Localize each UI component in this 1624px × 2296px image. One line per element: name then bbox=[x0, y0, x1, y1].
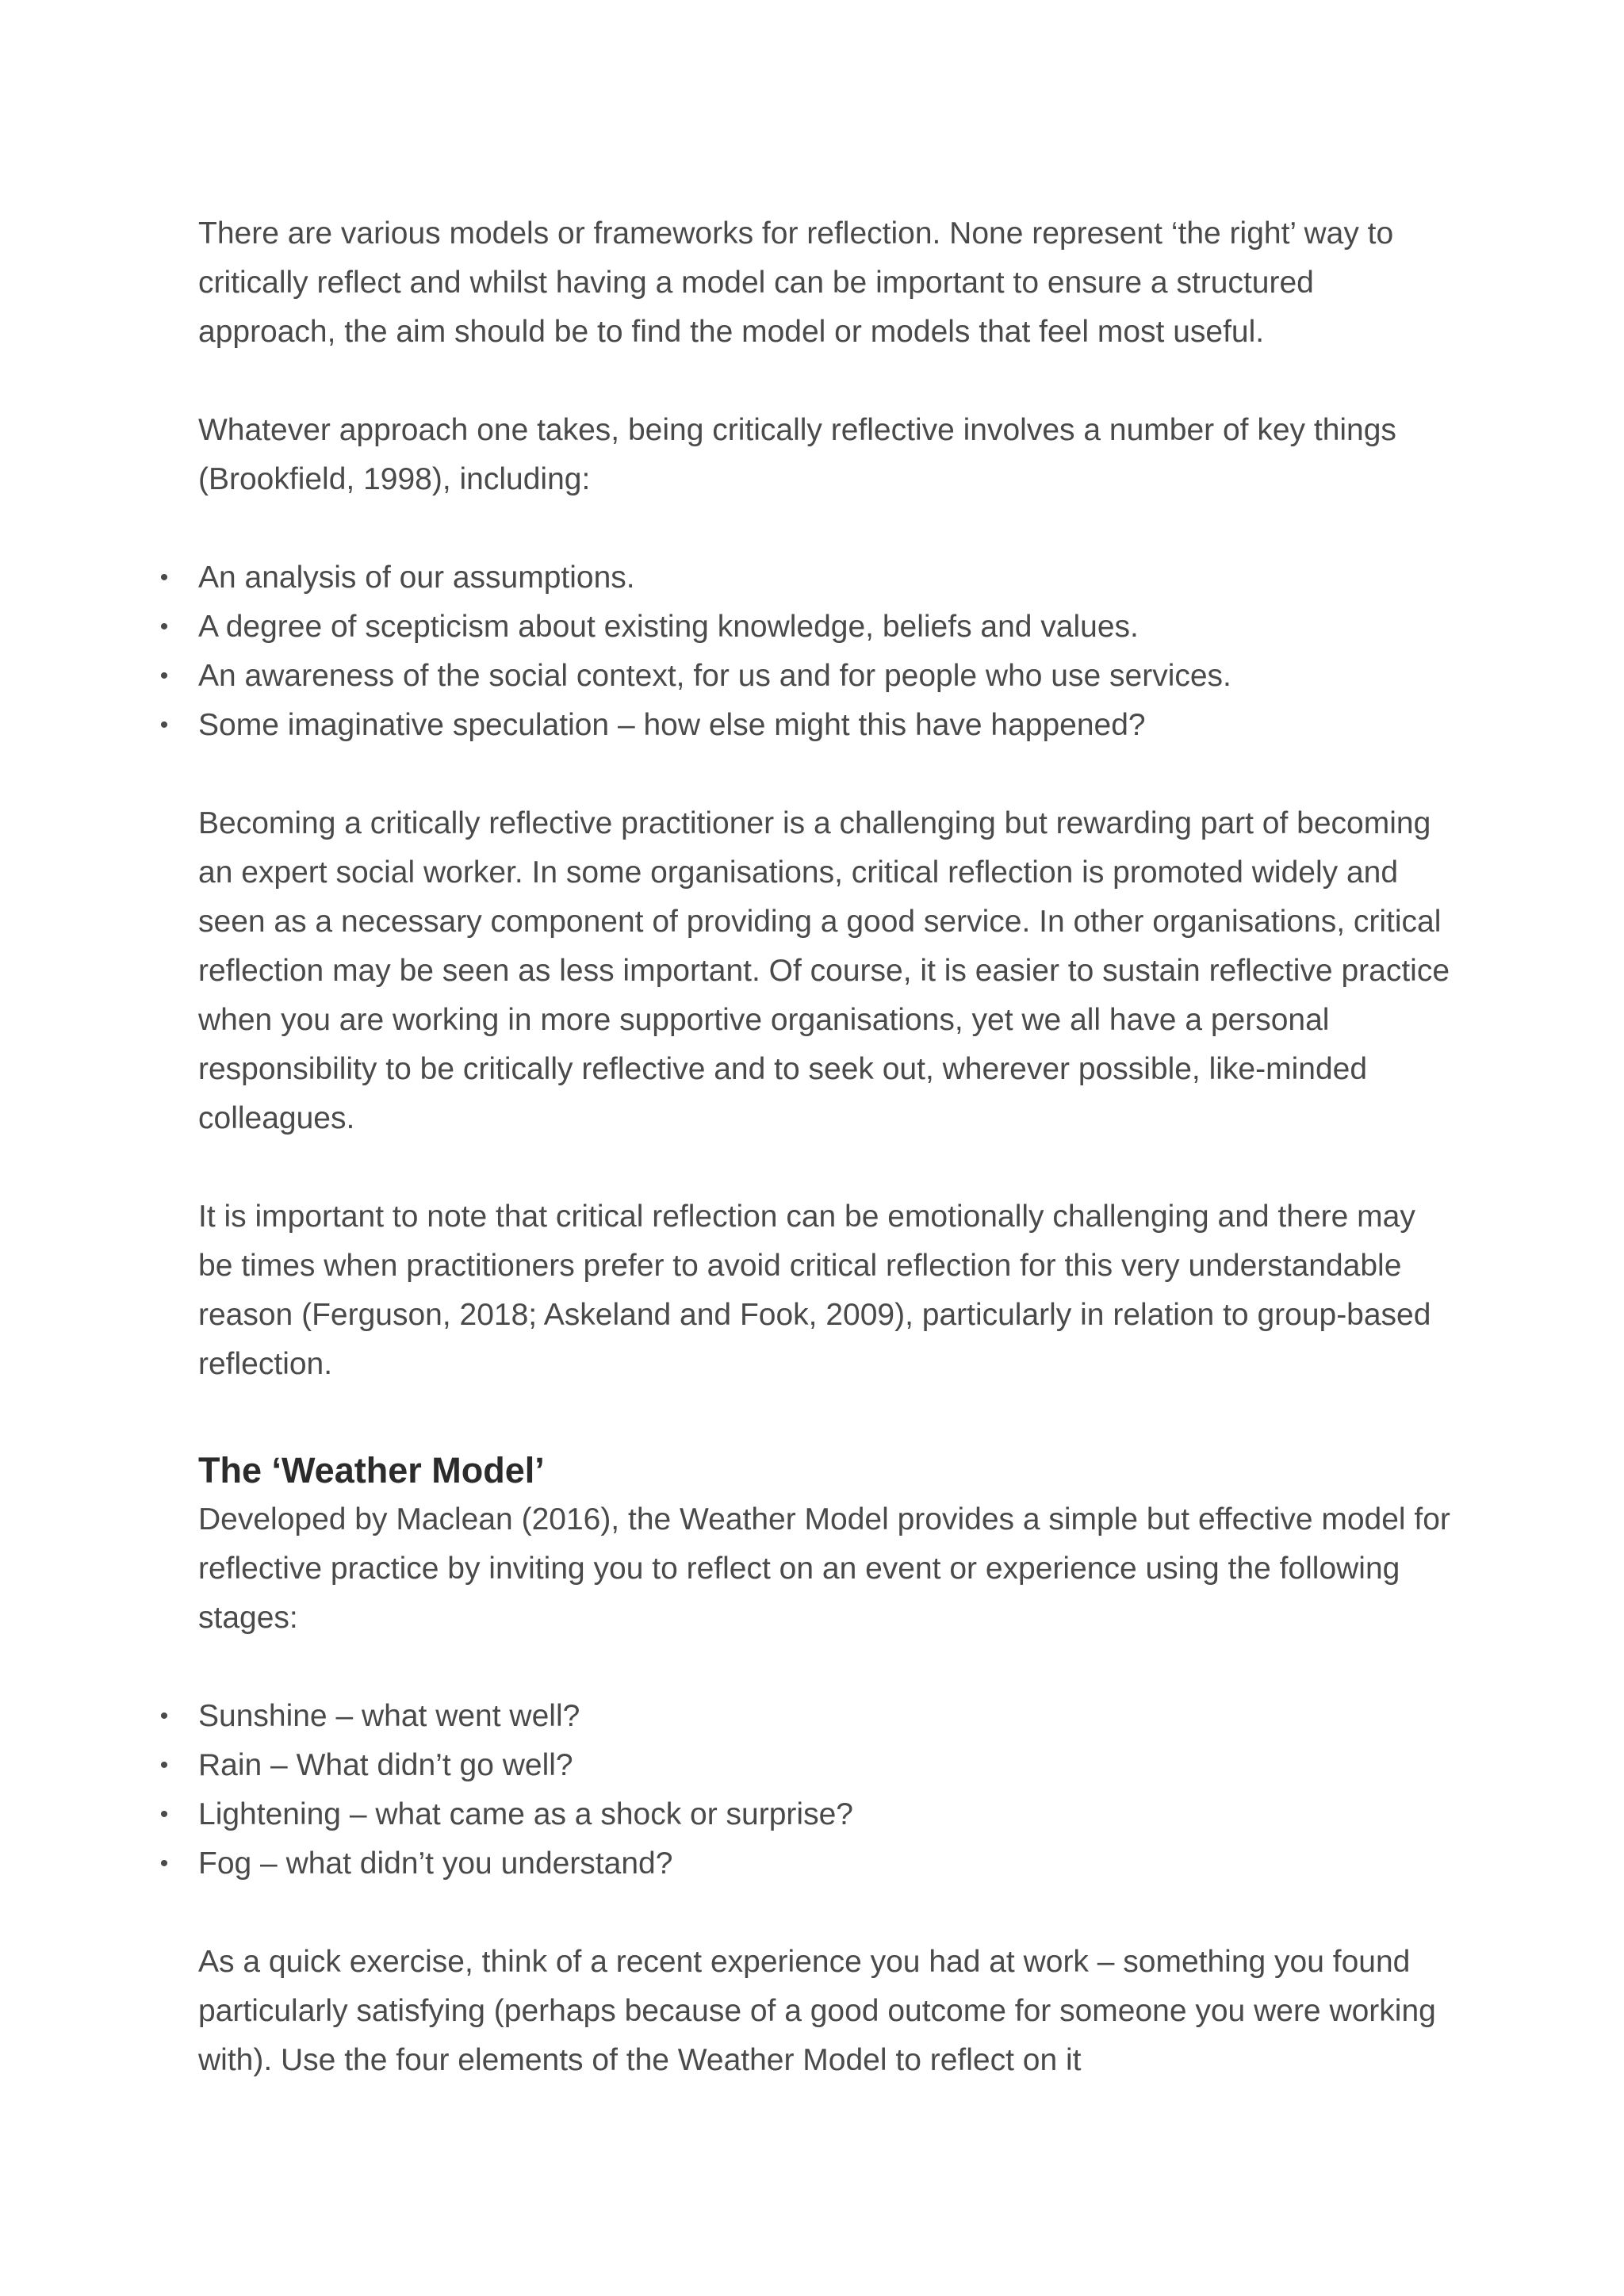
list-item: • A degree of scepticism about existing knowledge, beliefs and values. bbox=[198, 603, 1451, 652]
approach-paragraph: Whatever approach one takes, being critically reflective involves a number of key things (Brookfield, 1998), including: bbox=[198, 413, 1396, 496]
list-item: • Lightening – what came as a shock or surprise? bbox=[198, 1790, 1451, 1839]
document-body bbox=[159, 209, 1451, 2085]
list-item: • Sunshine – what went well? bbox=[198, 1692, 1451, 1741]
list-item: • Fog – what didn’t you understand? bbox=[198, 1839, 1451, 1888]
weather-stages-list bbox=[159, 1692, 1451, 1888]
exercise-paragraph: As a quick exercise, think of a recent experience you had at work – something you found particularly satisfying (perhaps because of a good outcome for someone you were working with). Use the four elements of the Weather Model to reflect on it bbox=[198, 1945, 1436, 2077]
becoming-paragraph: Becoming a critically reflective practitioner is a challenging but rewarding part of becoming an expert social worker. In some organisations, critical reflection is promoted widely and seen as a necessary component of providing a good service. In other organisations, critical reflection may be seen as less important. Of course, it is easier to sustain reflective practice when you are working in more supportive organisations, yet we all have a personal responsibility to be critically reflective and to seek out, wherever possible, like-minded colleagues. bbox=[198, 806, 1450, 1135]
bullet-icon: • bbox=[159, 564, 169, 591]
bullet-icon: • bbox=[159, 663, 169, 689]
bullet-icon: • bbox=[159, 1703, 169, 1729]
key-things-list bbox=[159, 553, 1451, 750]
important-paragraph: It is important to note that critical reflection can be emotionally challenging and there may be times when practitioners prefer to avoid critical reflection for this very understandable reason (Ferguson, 2018; Askeland and Fook, 2009), particularly in relation to group-based reflection. bbox=[198, 1200, 1431, 1381]
weather-model-heading: The ‘Weather Model’ bbox=[198, 1450, 545, 1490]
intro-paragraph: There are various models or frameworks for reflection. None represent ‘the right’ way to critically reflect and whilst having a model can be important to ensure a structured approach, the aim should be to find the model or models that feel most useful. bbox=[198, 216, 1394, 349]
weather-intro-paragraph: Developed by Maclean (2016), the Weather Model provides a simple but effective model for reflective practice by inviting you to reflect on an event or experience using the following stages: bbox=[198, 1502, 1450, 1635]
bullet-icon: • bbox=[159, 1850, 169, 1877]
bullet-icon: • bbox=[159, 1752, 169, 1778]
bullet-icon: • bbox=[159, 614, 169, 640]
list-item: • An awareness of the social context, for us and for people who use services. bbox=[198, 652, 1451, 701]
bullet-icon: • bbox=[159, 712, 169, 738]
list-item: • An analysis of our assumptions. bbox=[198, 553, 1451, 603]
list-item: • Rain – What didn’t go well? bbox=[198, 1741, 1451, 1790]
bullet-icon: • bbox=[159, 1801, 169, 1827]
list-item: • Some imaginative speculation – how else might this have happened? bbox=[198, 701, 1451, 750]
